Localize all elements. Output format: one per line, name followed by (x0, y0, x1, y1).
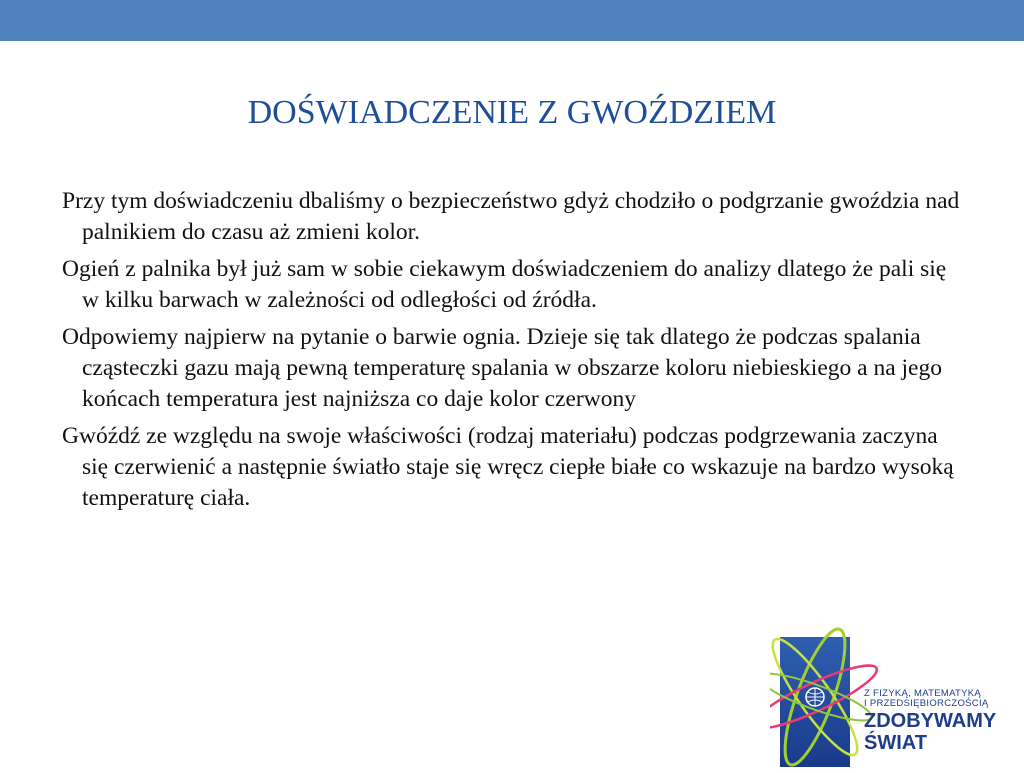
paragraph-4: Gwóźdź ze względu na swoje właściwości (rodzaj materiału) podczas podgrzewania zaczyna się czerwienić a następnie światło staje się wręcz ciepłe białe co wskazuje na bardzo wysoką temperaturę ciała. (62, 423, 954, 511)
project-logo (770, 622, 1024, 768)
paragraph-3: Odpowiemy najpierw na pytanie o barwie ognia. Dzieje się tak dlatego że podczas spalania cząsteczki gazu mają pewną temperaturę spalania w obszarze koloru niebieskiego a na jego końcach temperatura jest najniższa co daje kolor czerwony (62, 324, 942, 412)
paragraph-2: Ogień z palnika był już sam w sobie ciekawym doświadczeniem do analizy dlatego że pali się w kilku barwach w zależności od odległości od źródła. (62, 256, 947, 313)
top-accent-bar (0, 0, 1024, 41)
logo-subtitle-line-1: Z FIZYKĄ, MATEMATYKĄ (864, 688, 982, 699)
paragraph-1: Przy tym doświadczeniu dbaliśmy o bezpieczeństwo gdyż chodziło o podgrzanie gwoździa nad palnikiem do czasu aż zmieni kolor. (62, 188, 960, 245)
slide-title: DOŚWIADCZENIE Z GWOŹDZIEM (247, 94, 777, 131)
logo-subtitle-line-2: I PRZEDSIĘBIORCZOŚCIĄ (864, 698, 989, 709)
slide-body (62, 186, 967, 520)
logo-title-line-2: ŚWIAT (864, 732, 927, 754)
logo-title-line-1: ZDOBYWAMY (864, 710, 997, 732)
